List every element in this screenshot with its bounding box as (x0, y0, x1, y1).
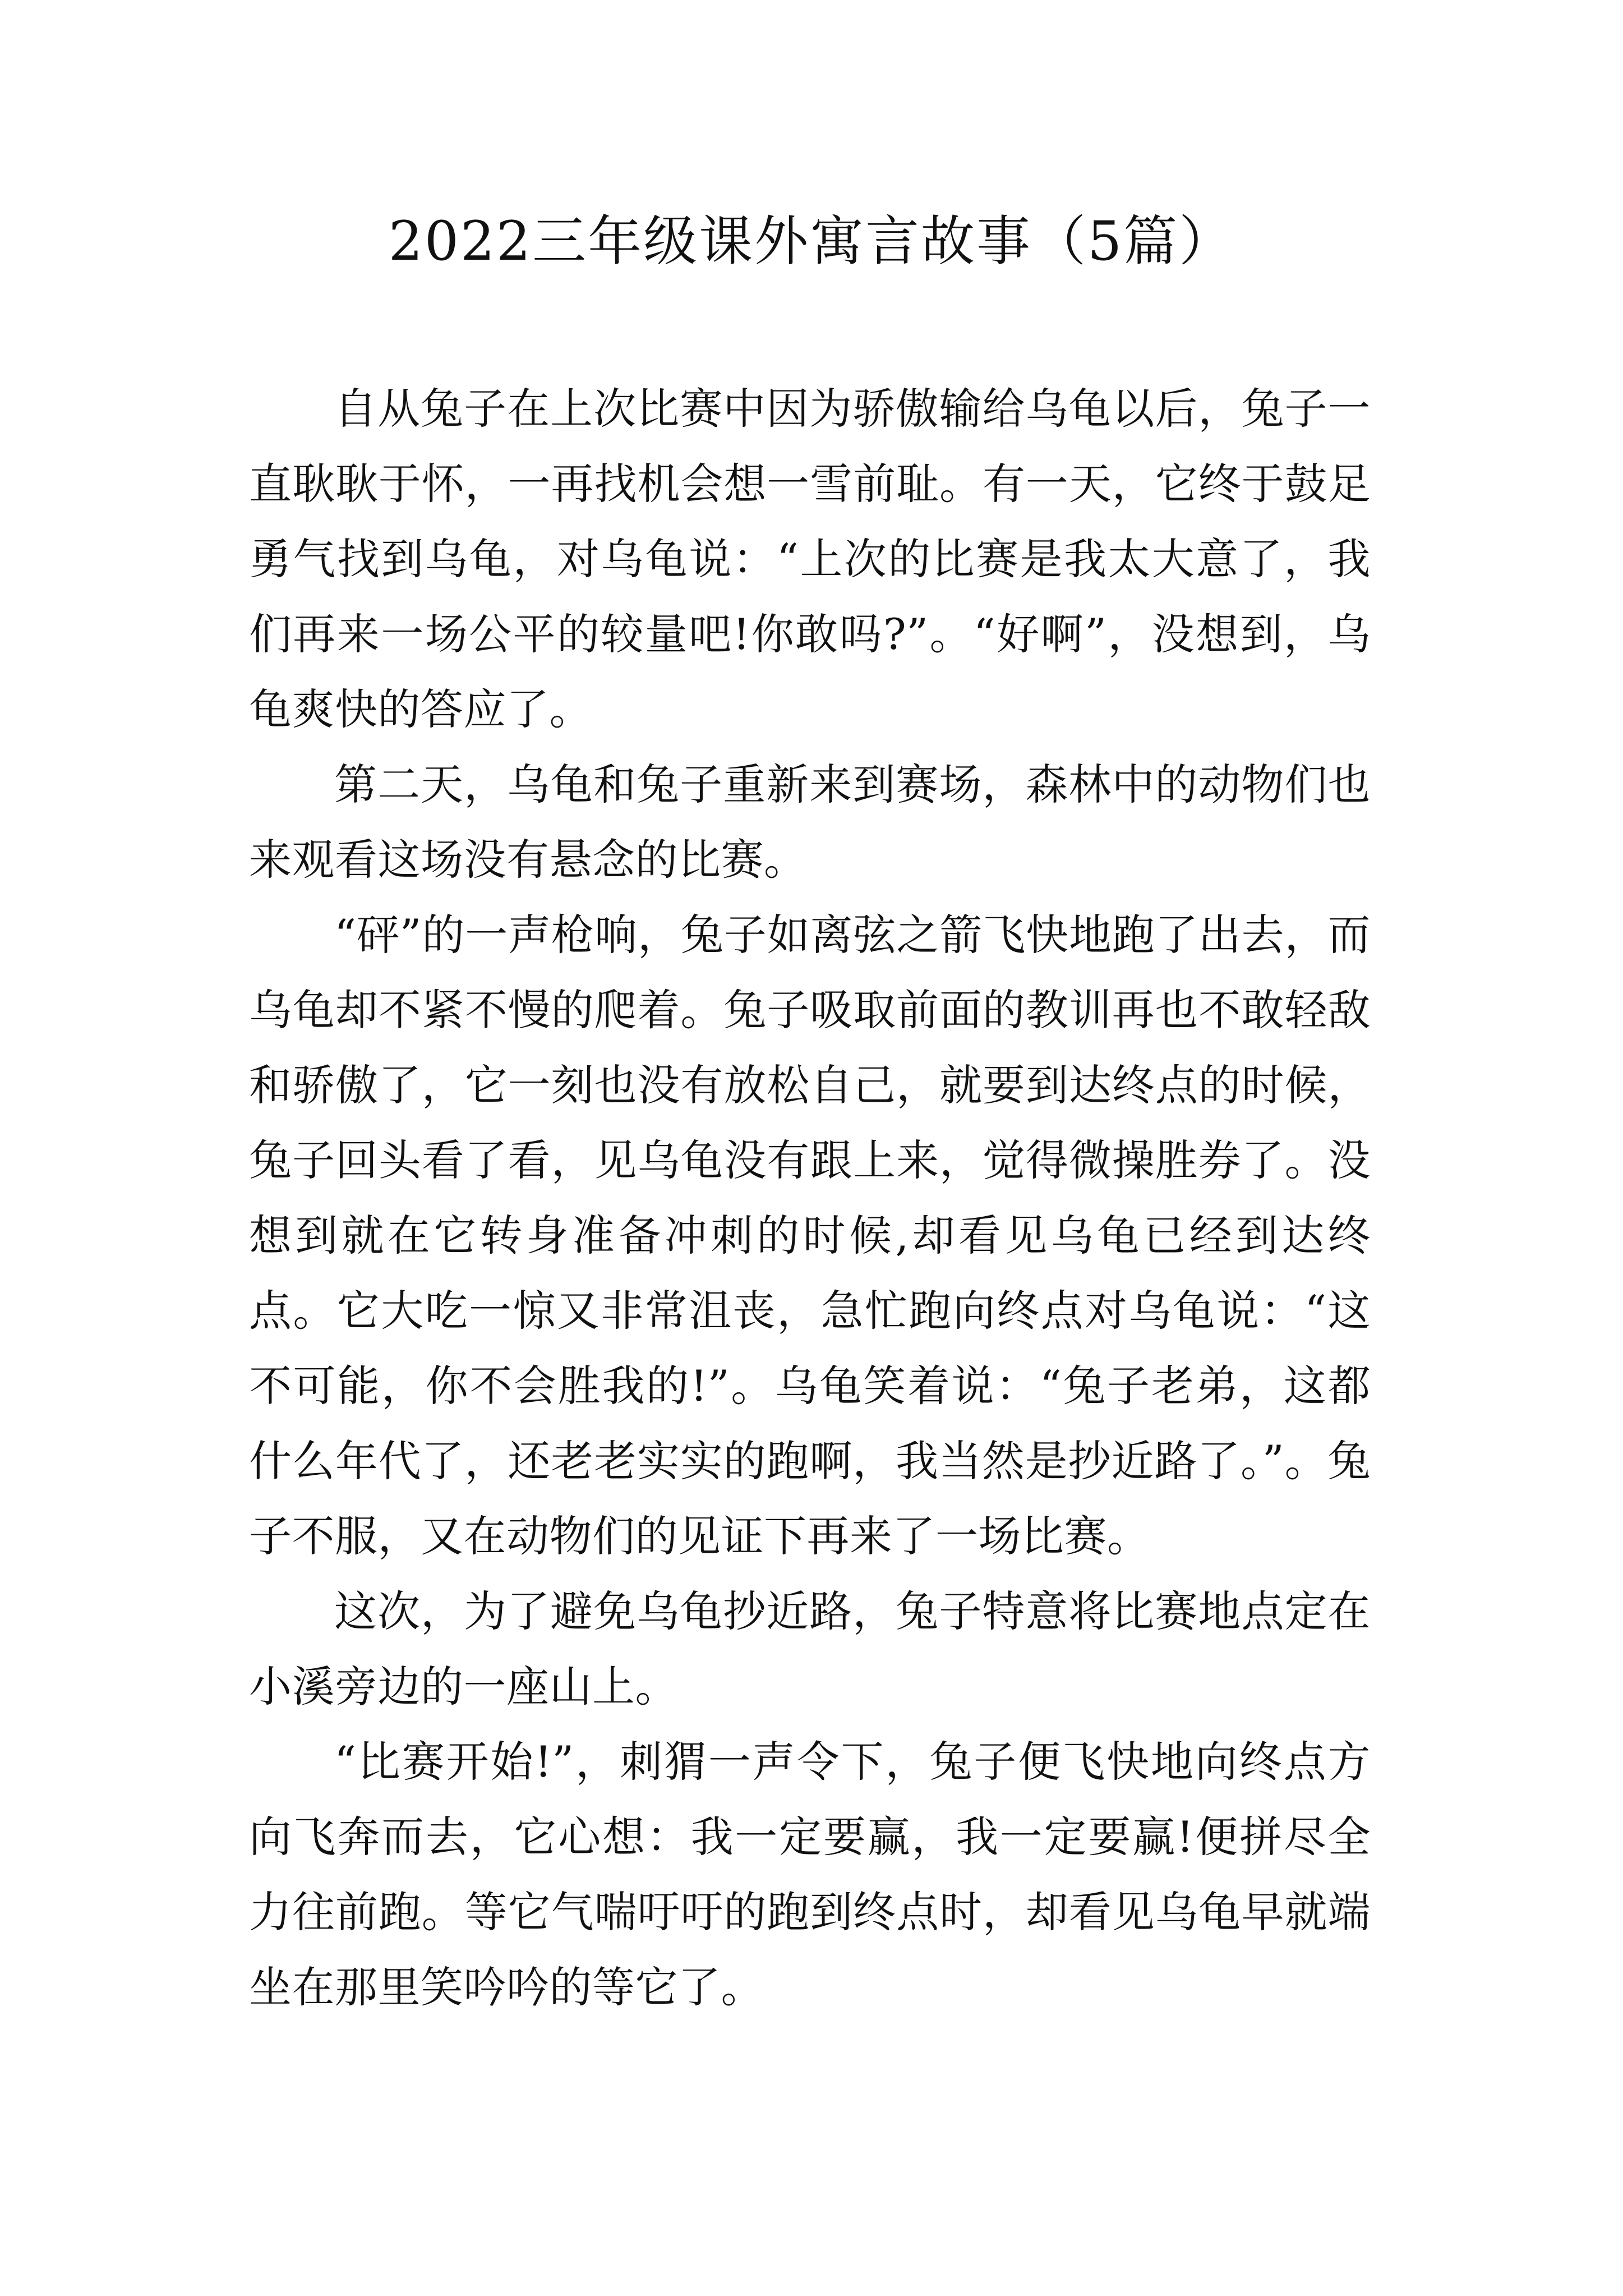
paragraph: 这次，为了避免乌龟抄近路，兔子特意将比赛地点定在小溪旁边的一座山上。 (249, 1586, 1371, 1711)
paragraph: “比赛开始!”，刺猬一声令下，兔子便飞快地向终点方向飞奔而去，它心想：我一定要赢，我一定要赢!便拼尽全力往前跑。等它气喘吁吁的跑到终点时，却看见乌龟早就端坐在那里笑吟吟的等它了。 (249, 1737, 1371, 2012)
paragraph: 第二天，乌龟和兔子重新来到赛场，森林中的动物们也来观看这场没有悬念的比赛。 (249, 760, 1371, 885)
page-title: 2022三年级课外寓言故事（5篇） (388, 210, 1235, 273)
paragraph: “砰”的一声枪响，兔子如离弦之箭飞快地跑了出去，而乌龟却不紧不慢的爬着。兔子吸取前面的教训再也不敢轻敌和骄傲了，它一刻也没有放松自己，就要到达终点的时候，兔子回头看了看，见乌龟没有跟上来，觉得微操胜券了。没想到就在它转身准备冲刺的时候,却看见乌龟已经到达终点。它大吃一惊又非常沮丧，急忙跑向终点对乌龟说：“这不可能，你不会胜我的!”。乌龟笑着说：“兔子老弟，这都什么年代了，还老老实实的跑啊，我当然是抄近路了。”。兔子不服，又在动物们的见证下再来了一场比赛。 (249, 910, 1371, 1561)
paragraph: 自从兔子在上次比赛中因为骄傲输给乌龟以后，兔子一直耿耿于怀，一再找机会想一雪前耻。有一天，它终于鼓足勇气找到乌龟，对乌龟说：“上次的比赛是我太大意了，我们再来一场公平的较量吧!你敢吗?”。“好啊”，没想到，乌龟爽快的答应了。 (249, 384, 1371, 734)
document-body (249, 371, 1371, 2025)
